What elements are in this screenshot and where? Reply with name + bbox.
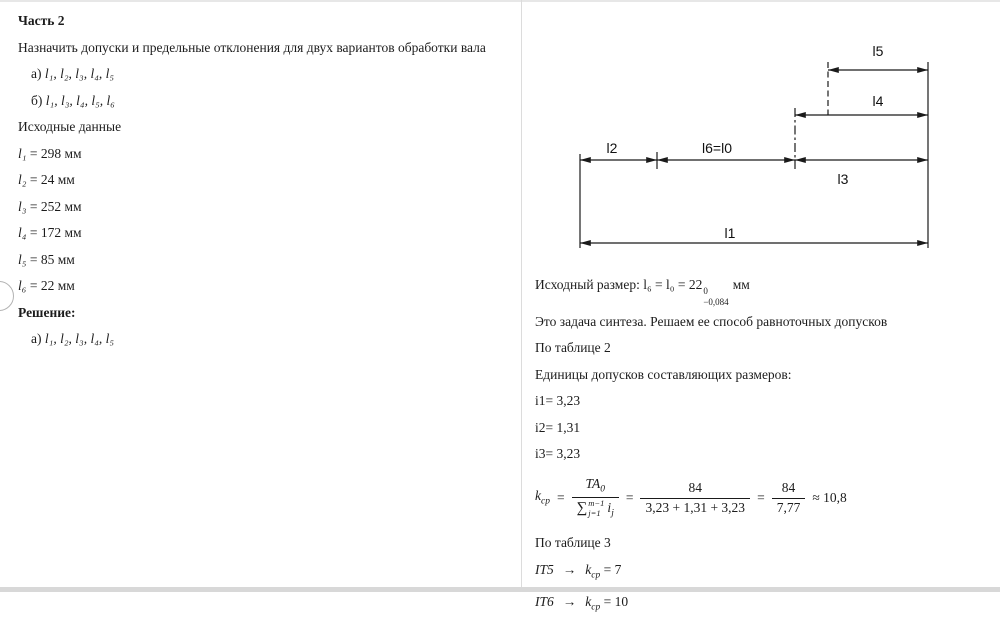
solution-heading: Решение: xyxy=(18,304,76,320)
tolerance-lower: −0,084 xyxy=(703,297,729,308)
solution-a-vars: l₁, l₂, l₃, l₄, l₅ xyxy=(44,331,115,346)
left-column xyxy=(18,8,516,353)
arrow-icon: → xyxy=(562,593,577,609)
variant-b-label: б) xyxy=(31,92,46,108)
dim-label-l5: l5 xyxy=(872,43,884,59)
dimension-chain-diagram xyxy=(540,25,960,270)
bottom-edge-border xyxy=(0,587,1000,592)
it6-row: $IT6 \to k_{ср} = 10$ xyxy=(535,589,995,621)
i2-value: i2= 1,31 xyxy=(535,419,581,435)
dim-label-l6: l6=l0 xyxy=(702,140,732,156)
variant-a-line xyxy=(18,61,516,88)
dim-label-l1: l1 xyxy=(724,225,736,241)
equals-sign: = xyxy=(556,489,565,505)
i3-value: i3= 3,23 xyxy=(535,446,581,461)
edge-nav-handle[interactable] xyxy=(0,281,14,311)
units-heading: Единицы допусков составляющих размеров: xyxy=(535,366,792,382)
variant-b-line xyxy=(18,88,516,115)
solution-a-label: а) xyxy=(31,331,45,346)
given-l4: l₄ = 172 мм xyxy=(18,225,82,240)
solution-a-line xyxy=(18,326,516,353)
task-text: Назначить допуски и предельные отклонения для двух вариантов обработки вала xyxy=(18,39,486,55)
section-title: Часть 2 xyxy=(18,13,65,28)
variant-b-vars: l₁, l₃, l₄, l₅, l₆ xyxy=(45,92,115,108)
table2-ref: По таблице 2 xyxy=(535,340,611,355)
given-l3: l₃ = 252 мм xyxy=(18,198,82,214)
given-l2: l₂ = 24 мм xyxy=(18,172,75,187)
variant-a-vars: l₁, l₂, l₃, l₄, l₅ xyxy=(44,66,115,81)
given-l1: l₁ = 298 мм xyxy=(18,145,82,161)
fraction-symbolic: $TA_0$ ∑ m−1 j=1 $i_j$ xyxy=(572,476,619,522)
given-l6: l₆ = 22 мм xyxy=(18,278,75,293)
equals-sign: = xyxy=(625,489,634,505)
approx-result: ≈ 10,8 xyxy=(812,489,847,505)
sum-symbol: ∑ m−1 j=1 xyxy=(576,498,605,518)
initial-size-line xyxy=(535,272,995,309)
arrow-icon: → xyxy=(562,561,577,577)
tolerance-upper: 0 xyxy=(703,286,708,296)
unit-text: мм xyxy=(732,277,750,292)
dim-label-l3: l3 xyxy=(837,171,849,187)
dim-label-l2: l2 xyxy=(606,140,618,156)
kcp-formula xyxy=(535,476,995,522)
right-column xyxy=(535,272,995,621)
top-edge-border xyxy=(0,0,1000,2)
tolerance-stack xyxy=(703,286,728,309)
column-divider xyxy=(521,0,522,592)
synthesis-text: Это задача синтеза. Решаем ее способ равноточных допусков xyxy=(535,313,888,329)
it5-row: $IT5 \to k_{ср} = 7$ xyxy=(535,557,995,589)
initial-size-text: Исходный размер: l₆ = l₀ = 22 xyxy=(535,277,703,292)
kcp-symbol: $k_{ср}$ xyxy=(535,487,550,507)
given-heading: Исходные данные xyxy=(18,119,122,134)
fraction-sum: $\frac{84}{7,77}$ xyxy=(772,480,806,517)
dim-label-l4: l4 xyxy=(872,93,884,109)
variant-a-label: а) xyxy=(31,66,45,81)
equals-sign: = xyxy=(757,489,765,505)
given-l5: l₅ = 85 мм xyxy=(18,251,75,267)
fraction-values: $\frac{84}{3,23 + 1,31 + 3,23}$ xyxy=(640,480,750,517)
i1-value: i1= 3,23 xyxy=(535,393,581,408)
table3-ref: По таблице 3 xyxy=(535,535,611,551)
